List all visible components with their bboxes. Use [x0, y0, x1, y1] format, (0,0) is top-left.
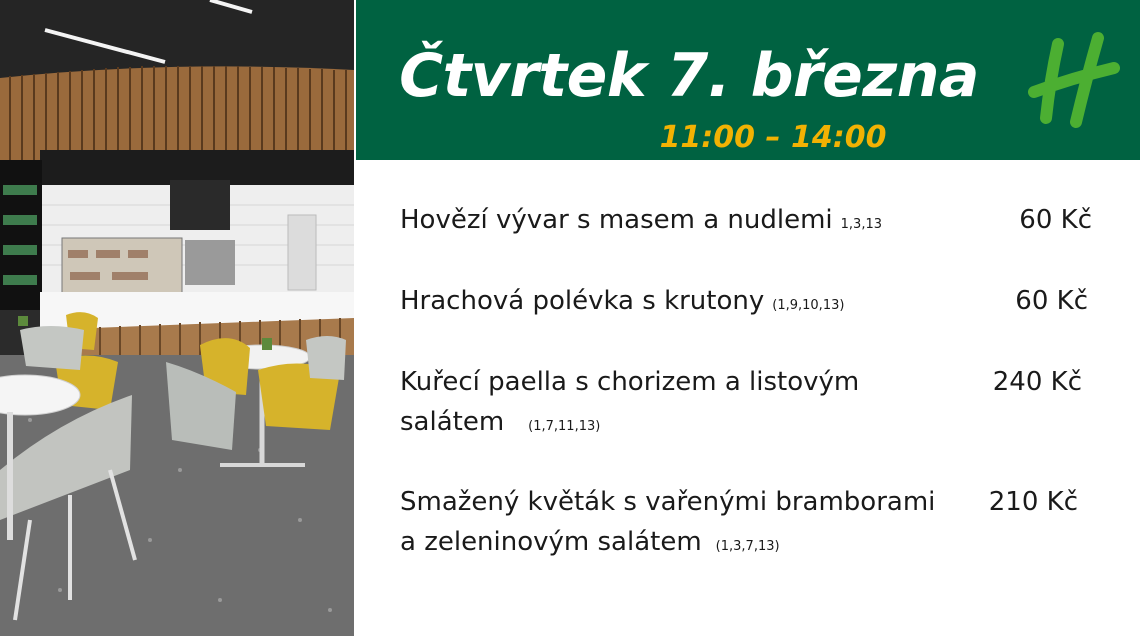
page-title: Čtvrtek 7. března [399, 41, 979, 111]
dish-name-continued: a zeleninovým salátem [400, 527, 702, 557]
dish-price: 240 Kč [992, 367, 1082, 397]
opening-hours: 11:00 – 14:00 [659, 120, 887, 155]
cafe-interior-photo [0, 0, 354, 636]
dish-price: 210 Kč [988, 487, 1078, 517]
allergen-codes: (1,3,7,13) [715, 539, 780, 554]
dish-name: Kuřecí paella s chorizem a listovým [400, 367, 860, 397]
dish-name-continued: salátem [400, 407, 505, 437]
dish-name: Hovězí vývar s masem a nudlemi [400, 205, 833, 235]
allergen-codes: (1,7,11,13) [528, 419, 601, 434]
dish-price: 60 Kč [1015, 286, 1088, 316]
allergen-codes: 1,3,13 [840, 217, 883, 232]
dish-price: 60 Kč [1019, 205, 1092, 235]
dish-name: Smažený květák s vařenými bramborami [400, 487, 936, 517]
dish-name: Hrachová polévka s krutony [400, 286, 765, 316]
allergen-codes: (1,9,10,13) [772, 298, 845, 313]
lunch-menu [400, 0, 1140, 636]
